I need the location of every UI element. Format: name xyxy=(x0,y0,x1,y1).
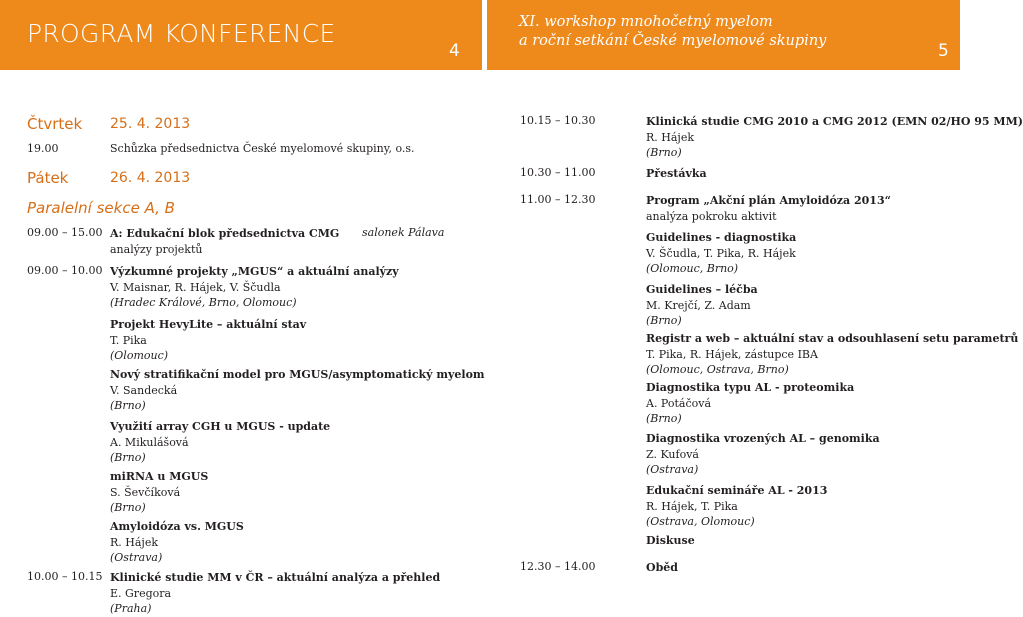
item-title: Přestávka xyxy=(646,167,707,180)
item-location: (Brno) xyxy=(646,314,682,327)
item-title: Oběd xyxy=(646,561,678,574)
room-label: salonek Pálava xyxy=(362,226,445,239)
item-speakers: A. Mikulášová xyxy=(110,435,189,449)
thursday-text: Schůzka předsednictva České myelomové skupiny, o.s. xyxy=(110,142,415,155)
item-title: Amyloidóza vs. MGUS xyxy=(110,520,244,533)
item-speakers: M. Krejčí, Z. Adam xyxy=(646,298,751,312)
page-title: PROGRAM KONFERENCE xyxy=(27,19,336,48)
item-title: Klinická studie CMG 2010 a CMG 2012 (EMN 02/HO 95 MM) xyxy=(646,115,1023,128)
program-item xyxy=(110,570,440,617)
item-location: (Hradec Králové, Brno, Olomouc) xyxy=(110,296,297,309)
item-title: Diagnostika vrozených AL – genomika xyxy=(646,432,880,445)
header-right-band xyxy=(487,0,960,70)
program-item xyxy=(646,560,678,576)
item-location: (Ostrava, Olomouc) xyxy=(646,515,755,528)
program-item xyxy=(646,230,796,277)
item-location: (Brno) xyxy=(646,146,682,159)
item-title: Využití array CGH u MGUS - update xyxy=(110,420,331,433)
time-label: 12.30 – 14.00 xyxy=(520,560,596,573)
day-friday-date: 26. 4. 2013 xyxy=(110,170,191,186)
item-speakers: V. Ščudla, T. Pika, R. Hájek xyxy=(646,246,796,260)
item-speakers: V. Maisnar, R. Hájek, V. Ščudla xyxy=(110,280,281,294)
subtitle-line-2: a roční setkání České myelomové skupiny xyxy=(519,33,827,49)
program-item xyxy=(646,431,880,478)
program-item xyxy=(646,331,1018,378)
item-title: Diskuse xyxy=(646,534,695,547)
item-title: Edukační semináře AL - 2013 xyxy=(646,484,828,497)
page-number-right: 5 xyxy=(938,41,949,61)
item-title: A: Edukační blok předsednictva CMG xyxy=(110,227,340,240)
program-item xyxy=(646,114,1023,161)
item-location: (Brno) xyxy=(646,412,682,425)
time-label: 10.15 – 10.30 xyxy=(520,114,596,127)
section-title: Paralelní sekce A, B xyxy=(27,199,175,217)
time-label: 10.30 – 11.00 xyxy=(520,166,596,179)
day-thursday: Čtvrtek xyxy=(27,115,83,133)
day-friday: Pátek xyxy=(27,169,69,187)
item-title: Diagnostika typu AL - proteomika xyxy=(646,381,855,394)
item-speakers: R. Hájek xyxy=(646,130,695,144)
program-item xyxy=(646,166,707,182)
item-title: Nový stratifikační model pro MGUS/asymptomatický myelom xyxy=(110,368,485,381)
header-subtitle xyxy=(519,13,826,51)
program-item xyxy=(110,519,244,566)
item-location: (Brno) xyxy=(110,451,146,464)
item-speakers: Z. Kufová xyxy=(646,447,699,461)
item-title: Registr a web – aktuální stav a odsouhlasení setu parametrů xyxy=(646,332,1019,345)
item-speakers: analýza pokroku aktivit xyxy=(646,209,777,223)
item-title: Guidelines - diagnostika xyxy=(646,231,797,244)
program-item xyxy=(646,380,854,427)
item-speakers: T. Pika xyxy=(110,333,147,347)
subtitle-line-1: XI. workshop mnohočetný myelom xyxy=(519,14,773,30)
program-item xyxy=(646,483,827,530)
item-speakers: V. Sandecká xyxy=(110,383,178,397)
page-number-left: 4 xyxy=(449,41,460,61)
item-speakers: E. Gregora xyxy=(110,586,172,600)
item-location: (Olomouc) xyxy=(110,349,169,362)
item-location: (Brno) xyxy=(110,399,146,412)
time-label: 09.00 – 15.00 xyxy=(27,226,103,239)
program-item xyxy=(110,264,399,311)
item-speakers: analýzy projektů xyxy=(110,242,203,256)
item-title: miRNA u MGUS xyxy=(110,470,209,483)
program-item xyxy=(646,282,758,329)
item-location: (Olomouc, Brno) xyxy=(646,262,739,275)
item-speakers: A. Potáčová xyxy=(646,396,712,410)
item-location: (Olomouc, Ostrava, Brno) xyxy=(646,363,789,376)
item-speakers: R. Hájek, T. Pika xyxy=(646,499,738,513)
day-thursday-date: 25. 4. 2013 xyxy=(110,116,191,132)
item-location: (Ostrava) xyxy=(646,463,699,476)
item-title: Guidelines – léčba xyxy=(646,283,758,296)
item-title: Projekt HevyLite – aktuální stav xyxy=(110,318,307,331)
program-item xyxy=(110,367,485,414)
program-item xyxy=(646,533,695,549)
thursday-time: 19.00 xyxy=(27,142,59,155)
time-label: 11.00 – 12.30 xyxy=(520,193,596,206)
item-title: Program „Akční plán Amyloidóza 2013“ xyxy=(646,194,891,207)
item-speakers: T. Pika, R. Hájek, zástupce IBA xyxy=(646,347,818,361)
item-location: (Ostrava) xyxy=(110,551,163,564)
program-item xyxy=(110,469,208,516)
item-location: (Praha) xyxy=(110,602,152,615)
header-left-band xyxy=(0,0,482,70)
program-item xyxy=(646,193,891,224)
item-title: Výzkumné projekty „MGUS“ a aktuální analýzy xyxy=(110,265,399,278)
item-location: (Brno) xyxy=(110,501,146,514)
item-speakers: S. Ševčíková xyxy=(110,485,181,499)
time-label: 09.00 – 10.00 xyxy=(27,264,103,277)
item-speakers: R. Hájek xyxy=(110,535,159,549)
item-title: Klinické studie MM v ČR – aktuální analýza a přehled xyxy=(110,571,441,584)
program-item xyxy=(110,317,306,364)
program-item xyxy=(110,419,330,466)
program-item xyxy=(110,226,339,257)
time-label: 10.00 – 10.15 xyxy=(27,570,103,583)
